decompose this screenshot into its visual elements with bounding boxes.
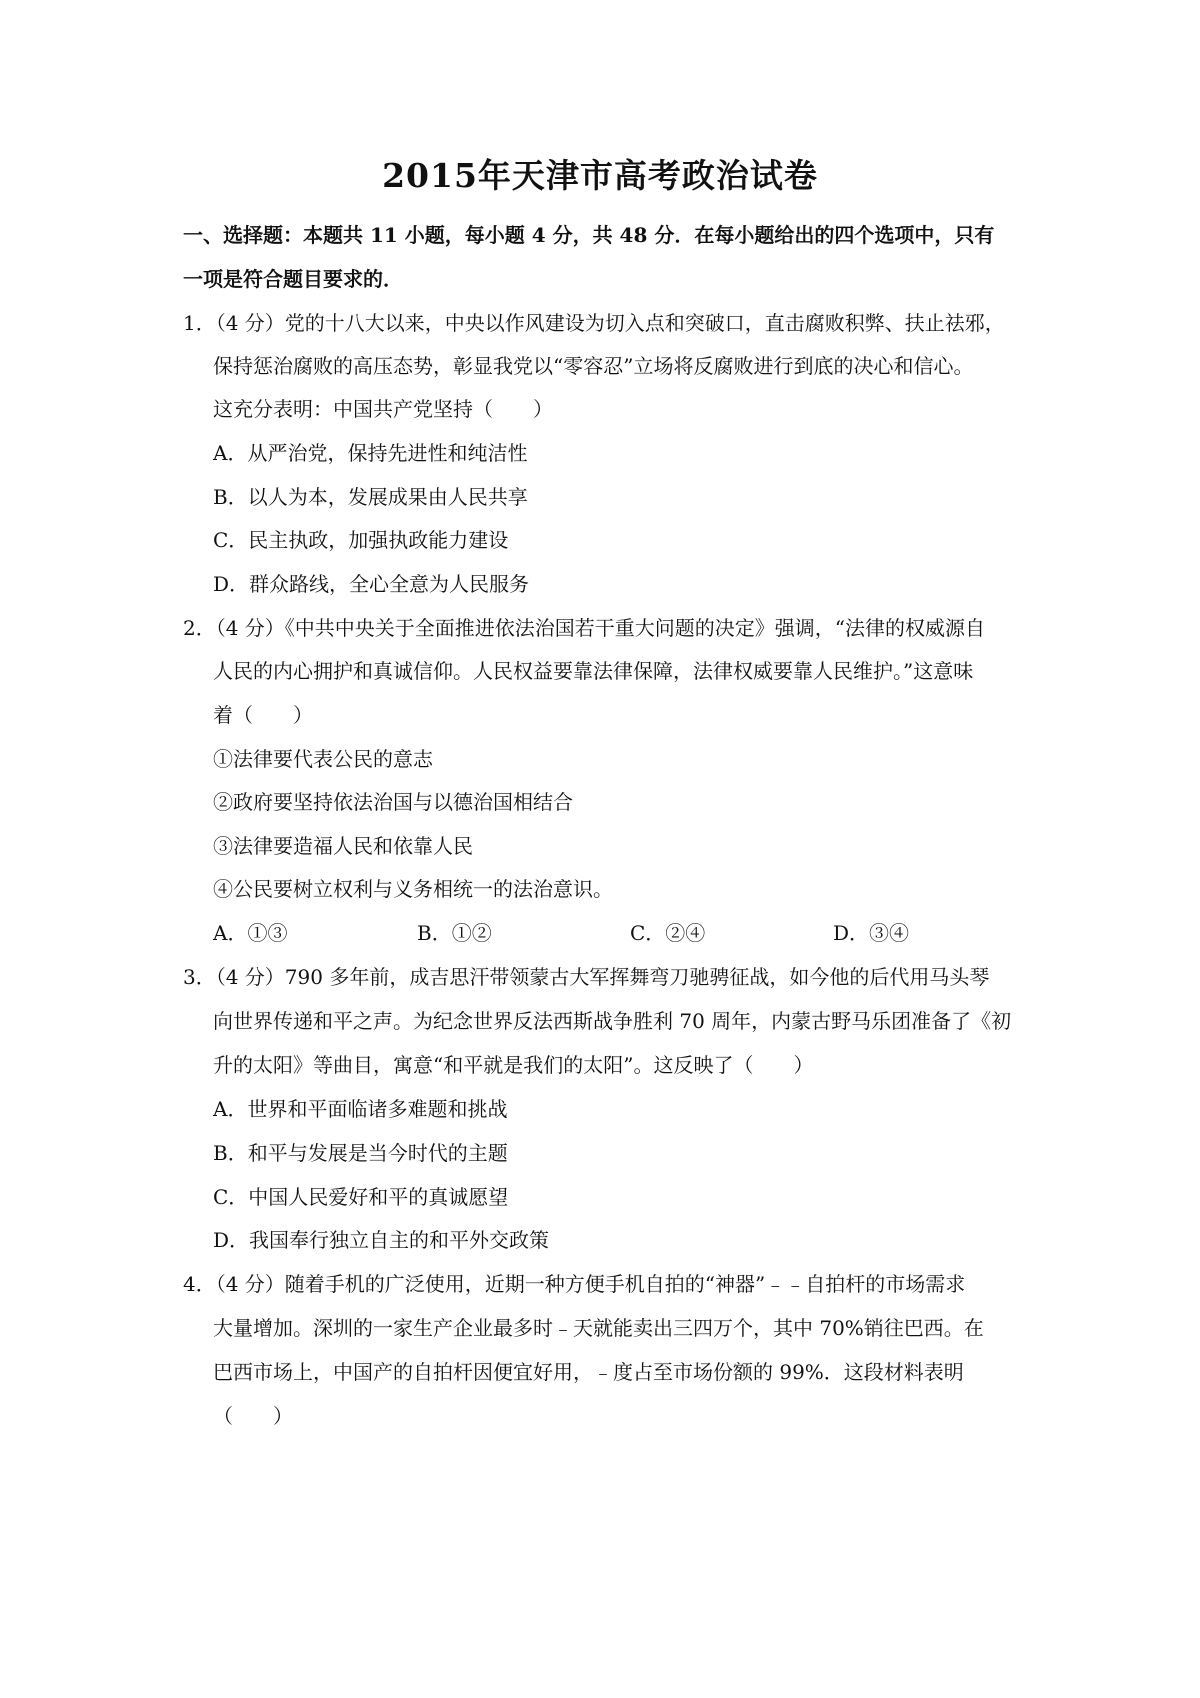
- q2-option-d: D．③④: [833, 921, 910, 945]
- q1-stem-line-2: 保持惩治腐败的高压态势，彰显我党以“零容忍”立场将反腐败进行到底的决心和信心。: [213, 354, 974, 378]
- q4-stem-line-1: 4．（4 分）随着手机的广泛使用，近期一种方便手机自拍的“神器”﹣﹣自拍杆的市场需求: [183, 1272, 966, 1296]
- q3-option-d: D．我国奉行独立自主的和平外交政策: [213, 1228, 550, 1252]
- q1-stem-line-1: 1．（4 分）党的十八大以来，中央以作风建设为切入点和突破口，直击腐败积弊、扶止祛邪，: [183, 311, 1005, 335]
- section-heading-line-1: 一、选择题：本题共 11 小题，每小题 4 分，共 48 分．在每小题给出的四个选项中，只有: [183, 223, 995, 247]
- section-heading-line-2: 一项是符合题目要求的．: [183, 267, 403, 291]
- q4-stem-line-2: 大量增加。深圳的一家生产企业最多时﹣天就能卖出三四万个，其中 70%销往巴西。在: [213, 1316, 984, 1340]
- q1-option-b: B．以人为本，发展成果由人民共享: [213, 485, 528, 509]
- q1-option-a: A．从严治党，保持先进性和纯洁性: [213, 441, 528, 465]
- q2-statement-3: ③法律要造福人民和依靠人民: [213, 834, 473, 858]
- q4-stem-line-3: 巴西市场上，中国产的自拍杆因便宜好用，﹣度占至市场份额的 99%．这段材料表明: [213, 1360, 964, 1384]
- q1-option-c: C．民主执政，加强执政能力建设: [213, 528, 509, 552]
- q2-statement-2: ②政府要坚持依法治国与以德治国相结合: [213, 790, 573, 814]
- q1-option-d: D．群众路线，全心全意为人民服务: [213, 572, 530, 596]
- q3-option-c: C．中国人民爱好和平的真诚愿望: [213, 1185, 509, 1209]
- q2-statement-1: ①法律要代表公民的意志: [213, 747, 433, 771]
- q2-option-a: A．①③: [213, 921, 288, 945]
- q3-option-b: B．和平与发展是当今时代的主题: [213, 1141, 508, 1165]
- q2-statement-4: ④公民要树立权利与义务相统一的法治意识。: [213, 877, 613, 901]
- q3-option-a: A．世界和平面临诸多难题和挑战: [213, 1097, 508, 1121]
- q2-stem-line-3: 着（ ）: [213, 703, 313, 727]
- q3-stem-line-3: 升的太阳》等曲目，寓意“和平就是我们的太阳”。这反映了（ ）: [213, 1053, 814, 1077]
- page-title: 2015年天津市高考政治试卷: [382, 156, 818, 195]
- q4-stem-line-4: （ ）: [213, 1404, 293, 1428]
- q2-stem-line-2: 人民的内心拥护和真诚信仰。人民权益要靠法律保障，法律权威要靠人民维护。”这意味: [213, 659, 974, 683]
- q1-stem-line-3: 这充分表明：中国共产党坚持（ ）: [213, 397, 553, 421]
- q2-option-c: C．②④: [630, 921, 706, 945]
- q2-option-b: B．①②: [417, 921, 492, 945]
- q3-stem-line-2: 向世界传递和平之声。为纪念世界反法西斯战争胜利 70 周年，内蒙古野马乐团准备了《初: [213, 1009, 1012, 1033]
- q3-stem-line-1: 3．（4 分）790 多年前，成吉思汗带领蒙古大军挥舞弯刀驰骋征战，如今他的后代用马头琴: [183, 965, 990, 989]
- q2-stem-line-1: 2．（4 分）《中共中央关于全面推进依法治国若干重大问题的决定》强调，“法律的权威源自: [183, 616, 986, 640]
